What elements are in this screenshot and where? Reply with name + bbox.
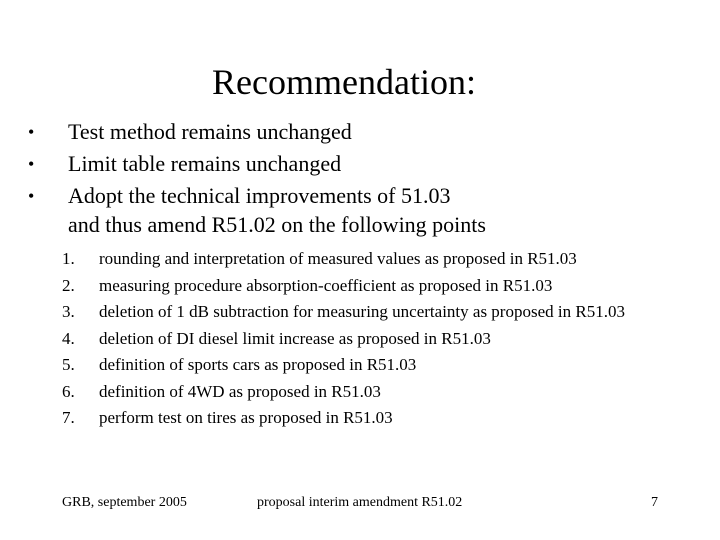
bullet-text: Test method remains unchanged <box>68 119 352 144</box>
item-number: 6. <box>62 381 75 401</box>
item-text: deletion of DI diesel limit increase as proposed in R51.03 <box>99 328 491 348</box>
item-number: 5. <box>62 355 75 374</box>
item-number: 3. <box>62 302 75 321</box>
page-number: 7 <box>651 495 658 510</box>
item-text: definition of sports cars as proposed in R51.03 <box>99 355 417 374</box>
item-number: 7. <box>62 408 75 427</box>
bullet-marker: • <box>28 186 35 206</box>
footer-date: GRB, september 2005 <box>62 495 187 510</box>
item-text: measuring procedure absorption-coefficient as proposed in R51.03 <box>99 275 553 295</box>
footer-title: proposal interim amendment R51.02 <box>257 495 463 510</box>
item-number: 2. <box>62 275 75 295</box>
item-text: rounding and interpretation of measured values as proposed in R51.03 <box>99 249 577 268</box>
bullet-marker: • <box>28 122 35 142</box>
slide-title: Recommendation: <box>212 62 476 102</box>
bullet-marker: • <box>28 154 35 174</box>
item-text: deletion of 1 dB subtraction for measuring uncertainty as proposed in R51.03 <box>99 302 625 321</box>
item-text: perform test on tires as proposed in R51.03 <box>99 408 393 427</box>
bullet-text: Adopt the technical improvements of 51.03 <box>68 183 451 208</box>
item-number: 1. <box>62 249 75 268</box>
bullet-text: Limit table remains unchanged <box>68 151 342 176</box>
item-number: 4. <box>62 328 75 348</box>
item-text: definition of 4WD as proposed in R51.03 <box>99 381 381 401</box>
bullet-continuation: and thus amend R51.02 on the following points <box>68 212 486 237</box>
